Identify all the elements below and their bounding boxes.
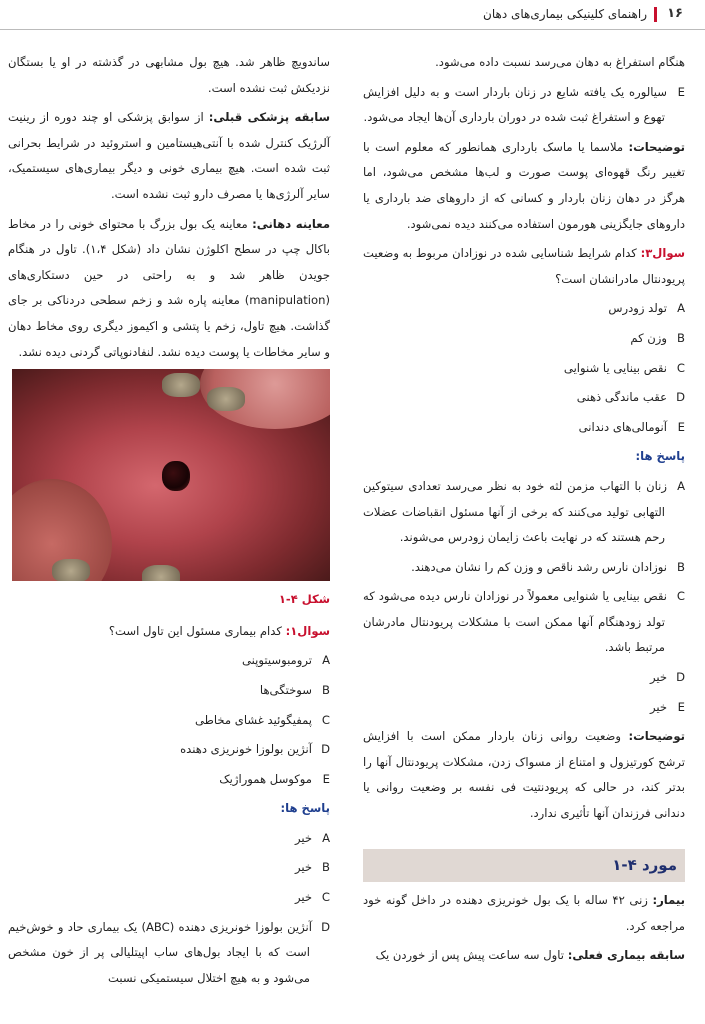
page-header <box>0 0 705 30</box>
figure-caption: شکل ۴-۱ <box>278 592 330 607</box>
explanation-2: توضیحات: وضعیت روانی زنان باردار ممکن است با افزایش ترشح کورتیزول و امتناع از مسواک زدن، مشکلات پریودنتال آنها را بدتر کند، در حالی که پریودنتیت فی نفسه بر وضعیت روانی یا دندانی فرزندان آنها تأثیری ندارد. <box>363 729 685 821</box>
q1-option-d: Dآنژین بولوزا خونریزی دهنده <box>180 742 330 757</box>
q3-option-d: Dعقب ماندگی ذهنی <box>576 390 685 405</box>
q1-option-a: Aترومبوسیتوپنی <box>241 653 330 668</box>
explanation-1: توضیحات: ملاسما یا ماسک بارداری همانطور که معلوم است با تغییر رنگ قهوه‌ای پوست صورت و لب‌ها مشخص می‌شود، اما هرگز در دهان زنان باردار و کسانی که از داروهای ضد بارداری یا داروهای جایگزینی هورمون استفاده می‌کنند دیده نمی‌شود. <box>363 139 685 231</box>
q3-option-c: Cنقص بینایی یا شنوایی <box>563 360 685 375</box>
continued-text: ساندویچ ظاهر شد. هیچ بول مشابهی در گذشته در او یا بستگان نزدیکش ثبت نشده است. <box>8 55 330 95</box>
answers-heading-left: پاسخ ها: <box>280 801 330 816</box>
right-column <box>363 50 685 973</box>
q1-option-e: Eموکوسل هموراژیک <box>219 771 330 786</box>
oral-exam: معاینه دهانی: معاینه یک بول بزرگ با محتوای خونی را در مخاط باکال چپ در سطح اکلوژن نشان داد (شکل ۱،۴). تاول در هنگام جویدن ظاهر شد و به راحتی در حین دستکاری‌های (manipulation) معاینه پاره شد و زخم سطحی دردناکی بر جای گذاشت. هیچ تاول، زخم یا پتشی و اکیموز دیگری روی مخاط دهان و سایر مخاطات یا پوست دیده نشد. لنفادنوپاتی گردنی دیده نشد. <box>8 216 330 359</box>
q3-answer-a: Aزنان با التهاب مزمن لثه خود به نظر می‌رسد تعدادی سیتوکین التهابی تولید می‌کنند که برخی از آنها مسئول انقباضات عضلات رحم هستند که در نهایت باعث زایمان زودرس می‌شوند. <box>363 478 685 545</box>
q3-answer-d: Dخیر <box>649 670 685 685</box>
case-heading: مورد ۴-۱ <box>363 849 685 883</box>
patient-text: بیمار: زنی ۴۲ ساله با یک بول خونریزی دهنده در داخل گونه خود مراجعه کرد. <box>363 893 685 933</box>
q1-answer-d: Dآنژین بولوزا خونریزی دهنده (ABC) یک بیماری حاد و خوش‌خیم است که با ایجاد بول‌های ساب اپیتلیالی پر از خون مشخص می‌شود و به هیچ اختلال سیستمیکی نسبت <box>8 919 330 985</box>
question-3: سوال۳: کدام شرایط شناسایی شده در نوزادان مربوط به وضعیت پریودنتال مادرانشان است؟ <box>363 246 685 286</box>
answers-heading: پاسخ ها: <box>635 449 685 464</box>
q3-answer-e: Eخیر <box>649 699 685 714</box>
q3-option-e: Eآنومالی‌های دندانی <box>578 419 685 434</box>
past-medical-history: سابقه پزشکی قبلی: از سوابق پزشکی او چند دوره از رینیت آلرژیک کنترل شده با آنتی‌هیستامین و استروئید در شرایط بحرانی ثبت شده است. هیچ بیماری خونی و دیگر بیماری‌های سیستمیک، سایر آلرژی‌ها یا مصرف دارو ثبت نشده است. <box>8 110 331 201</box>
header-accent-bar <box>654 7 657 22</box>
question-1: سوال۱: کدام بیماری مسئول این تاول است؟ <box>108 623 330 638</box>
blood-blister <box>162 461 190 491</box>
prev-option-e: Eسیالوره یک یافته شایع در زنان باردار است و به دلیل افزایش تهوع و استفراغ ثبت شده در دوران بارداری آن‌ها ایجاد می‌شود. <box>363 84 685 125</box>
left-column <box>8 50 330 995</box>
q3-answer-c: Cنقص بینایی یا شنوایی معمولاً در نوزادان نارس دیده می‌شود که تولد زودهنگام آنها ممکن است با مشکلات پریودنتال مادرشان مرتبط باشد. <box>363 589 685 655</box>
q1-option-c: Cپمفیگوئید غشای مخاطی <box>195 712 330 727</box>
q3-option-a: Aتولد زودرس <box>608 301 685 316</box>
q1-answer-b: Bخیر <box>294 860 330 875</box>
q1-option-b: Bسوختگی‌ها <box>259 682 330 697</box>
intro-text: هنگام استفراغ به دهان می‌رسد نسبت داده می‌شود. <box>435 55 685 69</box>
q3-answer-b: Bنوزادان نارس رشد ناقص و وزن کم را نشان می‌دهند. <box>411 559 685 574</box>
clinical-photo <box>12 369 330 581</box>
hpi-text: سابقه بیماری فعلی: تاول سه ساعت پیش پس از خوردن یک <box>375 948 685 963</box>
q1-answer-a: Aخیر <box>294 830 330 845</box>
q3-option-b: Bوزن کم <box>630 330 685 345</box>
running-title: راهنمای کلینیکی بیماری‌های دهان <box>483 7 647 21</box>
q1-answer-c: Cخیر <box>294 890 330 905</box>
page-number: ۱۶ <box>667 6 683 21</box>
